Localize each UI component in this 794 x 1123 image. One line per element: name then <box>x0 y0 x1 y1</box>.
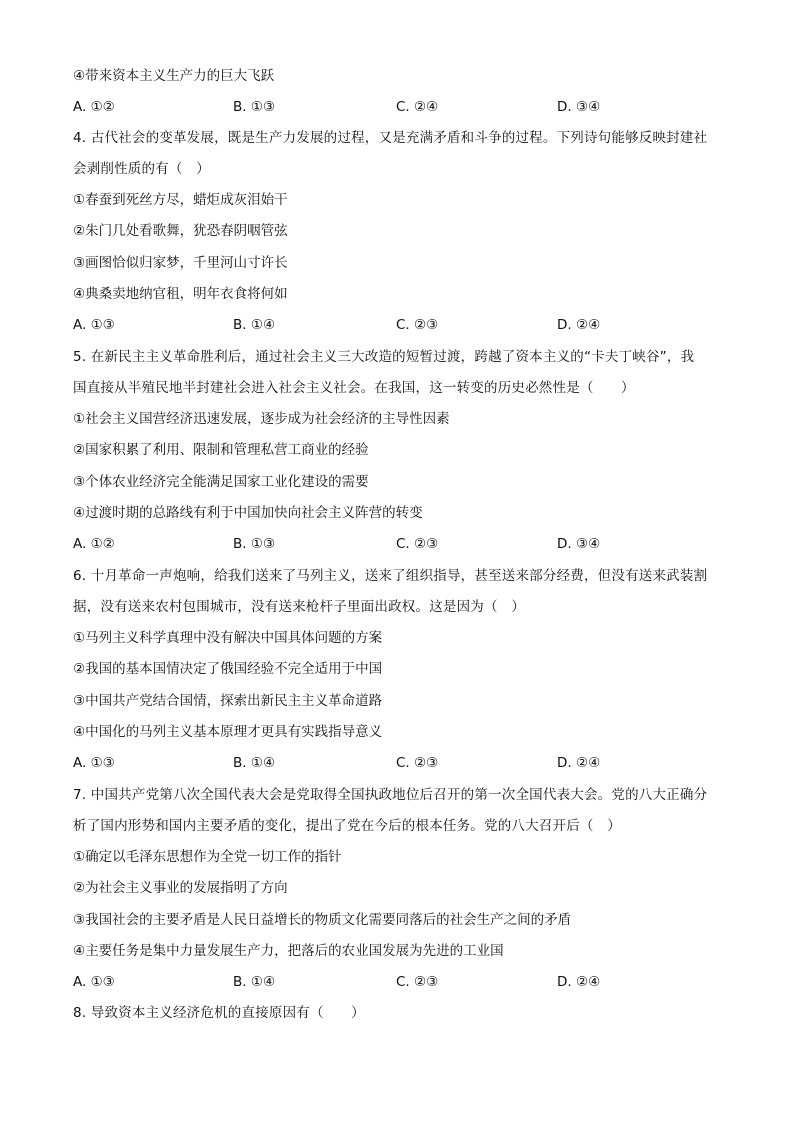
q5-option-c: C. ②③ <box>396 536 439 552</box>
q5-item-1: ①社会主义国营经济迅速发展，逐步成为社会经济的主导性因素 <box>73 411 450 427</box>
q6-option-a: A. ①③ <box>73 755 115 771</box>
q5-item-3: ③个体农业经济完全能满足国家工业化建设的需要 <box>73 474 369 490</box>
q6-item-2: ②我国的基本国情决定了俄国经验不完全适用于中国 <box>73 661 383 677</box>
q7-options <box>73 973 733 991</box>
q7-item-3: ③我国社会的主要矛盾是人民日益增长的物质文化需要同落后的社会生产之间的矛盾 <box>73 912 572 928</box>
q5-option-b: B. ①③ <box>233 536 276 552</box>
q3-option-b: B. ①③ <box>233 99 276 115</box>
q6-option-b: B. ①④ <box>233 755 276 771</box>
q3-item-4: ④带来资本主义生产力的巨大飞跃 <box>73 68 275 84</box>
q6-item-4: ④中国化的马列主义基本原理才更具有实践指导意义 <box>73 724 383 740</box>
q6-item-3: ③中国共产党结合国情，探索出新民主主义革命道路 <box>73 693 383 709</box>
q6-stem-line-2: 据，没有送来农村包围城市，没有送来枪杆子里面出政权。这是因为（ ） <box>73 599 526 615</box>
q5-stem-line-1: 5. 在新民主主义革命胜利后，通过社会主义三大改造的短暂过渡，跨越了资本主义的“卡夫丁峡谷”，我 <box>73 349 695 365</box>
q5-stem-line-2: 国直接从半殖民地半封建社会进入社会主义社会。在我国，这一转变的历史必然性是（ ） <box>73 380 635 396</box>
q5-item-2: ②国家积累了利用、限制和管理私营工商业的经验 <box>73 442 369 458</box>
q5-option-d: D. ③④ <box>557 536 601 552</box>
q4-item-3: ③画图恰似归家梦，千里河山寸许长 <box>73 255 288 271</box>
q3-option-a: A. ①② <box>73 99 115 115</box>
q7-option-d: D. ②④ <box>557 974 601 990</box>
q4-stem-line-1: 4. 古代社会的变革发展，既是生产力发展的过程，又是充满矛盾和斗争的过程。下列诗句能够反映封建社 <box>73 130 708 146</box>
q3-options <box>73 98 733 116</box>
q4-stem-line-2: 会剥削性质的有（ ） <box>73 161 210 177</box>
q6-option-c: C. ②③ <box>396 755 439 771</box>
q6-item-1: ①马列主义科学真理中没有解决中国具体问题的方案 <box>73 630 383 646</box>
q5-item-4: ④过渡时期的总路线有利于中国加快向社会主义阵营的转变 <box>73 505 423 521</box>
q4-option-b: B. ①④ <box>233 317 276 333</box>
q4-item-2: ②朱门几处看歌舞，犹恐春阴咽管弦 <box>73 223 288 239</box>
q6-options <box>73 754 733 772</box>
q3-option-c: C. ②④ <box>396 99 439 115</box>
q4-item-1: ①春蚕到死丝方尽，蜡炬成灰泪始干 <box>73 192 288 208</box>
q7-item-4: ④主要任务是集中力量发展生产力，把落后的农业国发展为先进的工业国 <box>73 943 504 959</box>
q7-item-2: ②为社会主义事业的发展指明了方向 <box>73 880 288 896</box>
q7-option-a: A. ①③ <box>73 974 115 990</box>
q5-options <box>73 535 733 553</box>
q7-stem-line-2: 析了国内形势和国内主要矛盾的变化，提出了党在今后的根本任务。党的八大召开后（ ） <box>73 818 621 834</box>
q6-option-d: D. ②④ <box>557 755 601 771</box>
q8-stem-line-1: 8. 导致资本主义经济危机的直接原因有（ ） <box>73 1005 365 1021</box>
q5-option-a: A. ①② <box>73 536 115 552</box>
q3-option-d: D. ③④ <box>557 99 601 115</box>
q7-option-b: B. ①④ <box>233 974 276 990</box>
q7-option-c: C. ②③ <box>396 974 439 990</box>
q4-options <box>73 316 733 334</box>
q4-option-c: C. ②③ <box>396 317 439 333</box>
q6-stem-line-1: 6. 十月革命一声炮响，给我们送来了马列主义，送来了组织指导，甚至送来部分经费，但没有送来武装割 <box>73 568 708 584</box>
q7-stem-line-1: 7. 中国共产党第八次全国代表大会是党取得全国执政地位后召开的第一次全国代表大会。党的八大正确分 <box>73 787 708 803</box>
q4-option-a: A. ①③ <box>73 317 115 333</box>
q7-item-1: ①确定以毛泽东思想作为全党一切工作的指针 <box>73 849 342 865</box>
q4-item-4: ④典桑卖地纳官租，明年衣食将何如 <box>73 286 288 302</box>
q4-option-d: D. ②④ <box>557 317 601 333</box>
